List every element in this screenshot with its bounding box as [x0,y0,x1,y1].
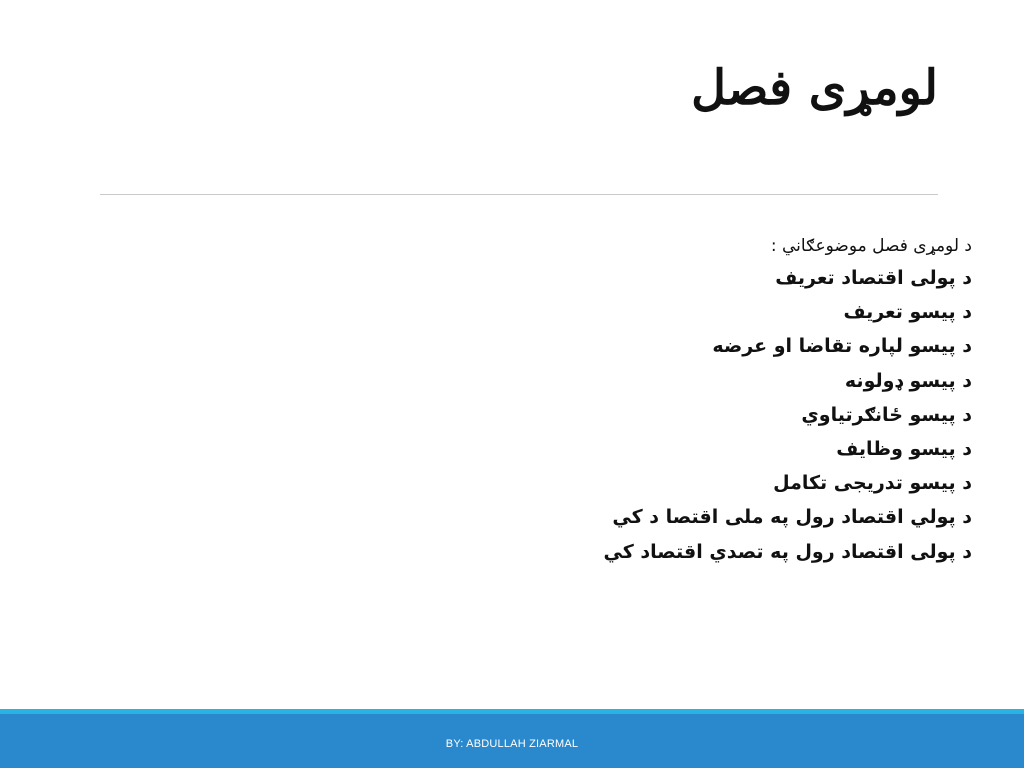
topics-heading: د لومړی فصل موضوعګاني : [770,236,972,256]
slide-title: لومړی فصل [691,60,938,117]
topic-item: د پیسو لپاره تقاضا او عرضه [712,335,972,358]
slide-content [272,231,972,569]
topic-item: د پولي اقتصاد رول په ملی اقتصا د کي [612,506,972,529]
topic-item: د پیسو وظایف [836,437,972,460]
topic-item: د پولی اقتصاد رول په تصدي اقتصاد کي [603,540,972,563]
topic-item: د پیسو ځانګرتیاوي [801,403,972,426]
topic-item: د پیسو تدریجی تکامل [773,472,972,495]
topic-item: د پولی اقتصاد تعریف [775,267,972,289]
footer-author: BY: ABDULLAH ZIARMAL [445,738,579,750]
topic-list [272,261,972,569]
topic-item: د پیسو تعریف [843,301,972,324]
topic-item: د پیسو ډولونه [844,369,972,392]
title-divider [100,194,938,195]
